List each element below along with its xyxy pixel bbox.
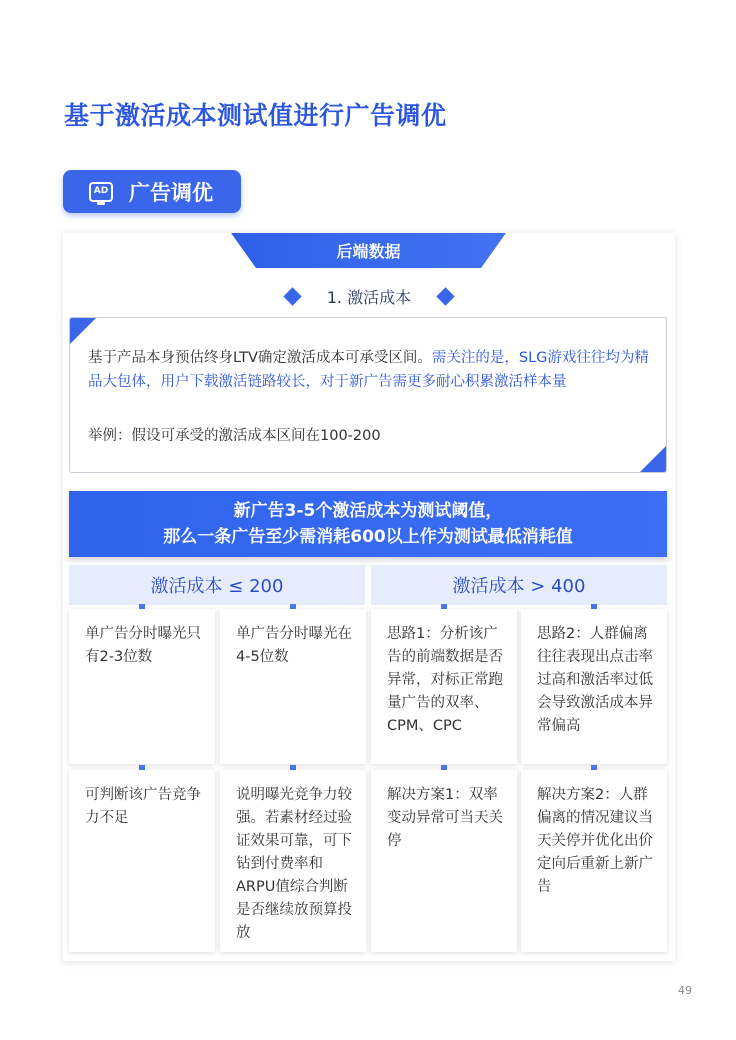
content-card [63, 233, 675, 961]
card-header-tab [231, 233, 506, 268]
info-box [69, 317, 667, 473]
banner-line-2: 那么一条广告至少需消耗600以上作为测试最低消耗值 [163, 527, 573, 547]
cell-row2-col3: 解决方案1：双率变动异常可当天关停 [371, 770, 517, 952]
subheading [63, 285, 675, 308]
cell-row2-col1: 可判断该广告竞争力不足 [69, 770, 215, 952]
info-text-plain: 基于产品本身预估终身LTV确定激活成本可承受区间。 [88, 350, 432, 366]
section-label: 广告调优 [129, 180, 213, 205]
cell-row2-col4: 解决方案2：人群偏离的情况建议当天关停并优化出价定向后重新上新广告 [521, 770, 667, 952]
page-number: 49 [678, 984, 692, 997]
banner-line-1: 新广告3-5个激活成本为测试阈值， [233, 501, 503, 521]
diamond-icon [436, 287, 454, 305]
card-header-label: 后端数据 [336, 242, 401, 261]
section-badge [63, 170, 241, 213]
subheading-text: 1. 激活成本 [326, 288, 412, 307]
cell-row1-col1: 单广告分时曝光只有2-3位数 [69, 609, 215, 764]
page-title: 基于激活成本测试值进行广告调优 [64, 101, 447, 130]
column-header-low-cost: 激活成本 ≤ 200 [69, 565, 365, 605]
column-header-high-cost: 激活成本 > 400 [371, 565, 667, 605]
corner-accent [70, 318, 96, 344]
diamond-icon [283, 287, 301, 305]
info-example: 举例：假设可承受的激活成本区间在100-200 [88, 428, 381, 444]
info-text [88, 346, 653, 394]
cell-row1-col3: 思路1：分析该广告的前端数据是否异常，对标正常跑量广告的双率、CPM、CPC [371, 609, 517, 764]
info-text-highlight: 需关注的是，SLG游戏往往均为精品大包体，用户下载激活链路较长，对于新广告需更多耐心积累激活样本量 [88, 350, 649, 390]
cell-row1-col4: 思路2：人群偏离往往表现出点击率过高和激活率过低会导致激活成本异常偏高 [521, 609, 667, 764]
cell-row2-col2: 说明曝光竞争力较强。若素材经过验证效果可靠，可下钻到付费率和ARPU值综合判断是否继续放预算投放 [220, 770, 366, 952]
ad-tv-icon: AD [89, 182, 113, 202]
corner-accent [640, 446, 666, 472]
threshold-banner [69, 491, 667, 557]
cell-row1-col2: 单广告分时曝光在4-5位数 [220, 609, 366, 764]
